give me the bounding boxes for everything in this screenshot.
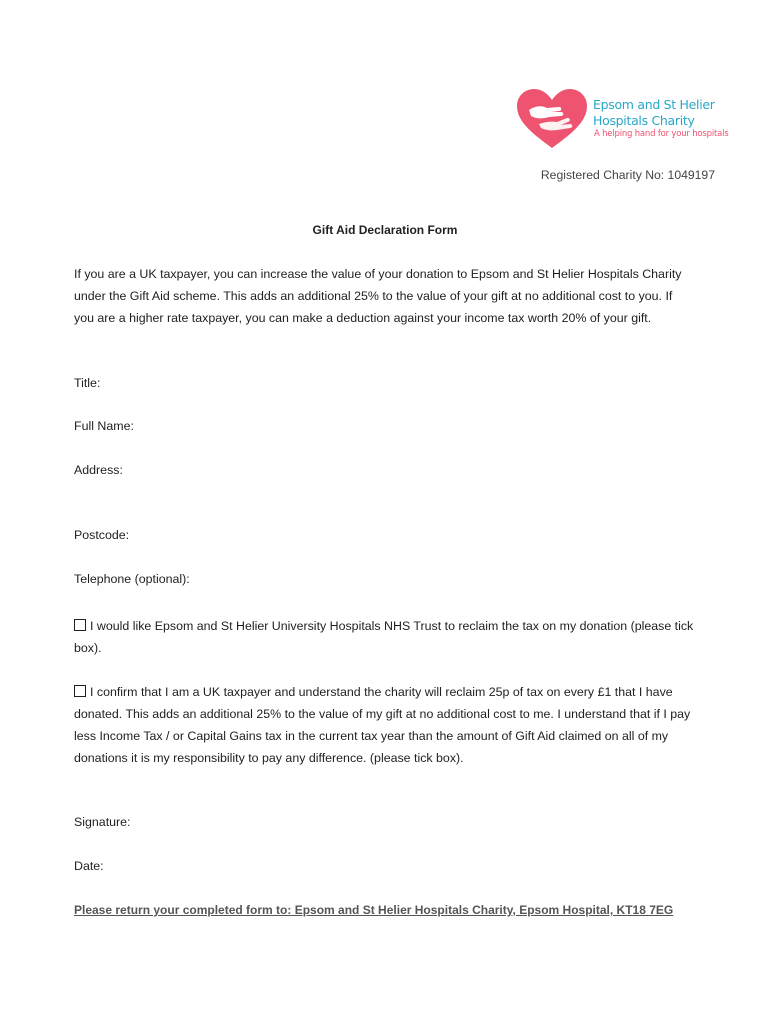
full-name-field-label: Full Name:	[74, 419, 134, 433]
postcode-field-label: Postcode:	[74, 528, 130, 542]
confirm-taxpayer-checkbox[interactable]	[74, 685, 86, 697]
reclaim-tax-checkbox-label: I would like Epsom and St Helier University Hospitals NHS Trust to reclaim the tax on my donation (please tick box).	[74, 619, 694, 655]
reclaim-tax-checkbox-row	[74, 615, 694, 659]
signature-field-label: Signature:	[74, 815, 131, 829]
title-field-label: Title:	[74, 376, 101, 390]
registered-charity-number: Registered Charity No: 1049197	[540, 168, 715, 182]
logo-line2: Hospitals Charity	[593, 113, 695, 128]
intro-paragraph: If you are a UK taxpayer, you can increase the value of your donation to Epsom and St Helier Hospitals Charity under the Gift Aid scheme. This adds an additional 25% to the value of your gift at no additional cost to you. If you are a higher rate taxpayer, you can make a deduction against your income tax worth 20% of your gift.	[74, 267, 682, 325]
confirm-taxpayer-checkbox-label: I confirm that I am a UK taxpayer and understand the charity will reclaim 25p of tax on every £1 that I have donated. This adds an additional 25% to the value of my gift at no additional cost to me. I understand that if I pay less Income Tax / or Capital Gains tax in the current tax year than the amount of Gift Aid claimed on all of my donations it is my responsibility to pay any difference. (please tick box).	[74, 685, 691, 765]
form-title: Gift Aid Declaration Form	[312, 223, 458, 237]
heart-hands-icon	[515, 88, 589, 150]
telephone-field-label: Telephone (optional):	[74, 572, 190, 586]
date-field-label: Date:	[74, 859, 104, 873]
logo-tagline: A helping hand for your hospitals	[594, 129, 729, 139]
logo-line1: Epsom and St Helier	[593, 97, 715, 112]
charity-logo	[515, 88, 745, 148]
return-address: Please return your completed form to: Epsom and St Helier Hospitals Charity, Epsom Hospital, KT18 7EG	[74, 903, 674, 917]
reclaim-tax-checkbox[interactable]	[74, 619, 86, 631]
address-field-label: Address:	[74, 463, 123, 477]
confirm-taxpayer-checkbox-row	[74, 681, 694, 769]
